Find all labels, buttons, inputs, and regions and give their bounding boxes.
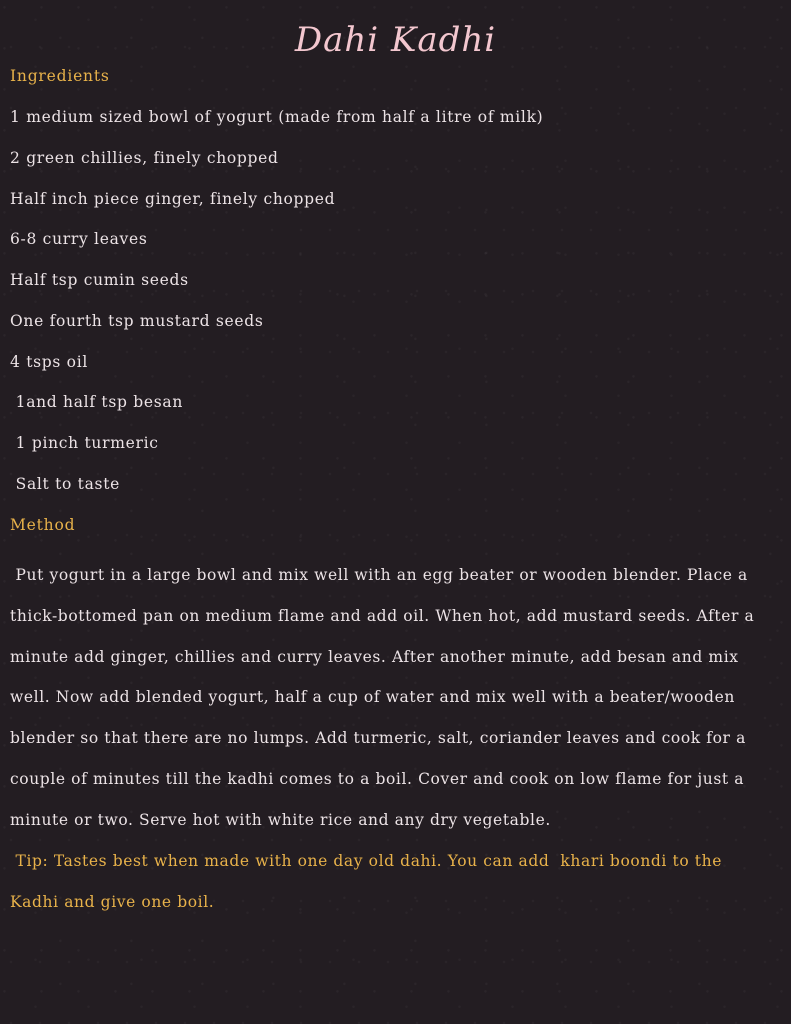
ingredient-item: 1 medium sized bowl of yogurt (made from half a litre of milk) [10, 108, 544, 126]
ingredient-item: Half inch piece ginger, finely chopped [10, 190, 336, 208]
ingredients-heading: Ingredients [10, 67, 110, 85]
ingredient-item: Salt to taste [10, 475, 121, 493]
ingredient-item: 2 green chillies, finely chopped [10, 149, 279, 167]
ingredient-item: 6-8 curry leaves [10, 230, 148, 248]
ingredient-item: 1 pinch turmeric [10, 434, 159, 452]
ingredient-item: 1and half tsp besan [10, 393, 184, 411]
method-paragraph: Put yogurt in a large bowl and mix well with an egg beater or wooden blender. Place a thick-bottomed pan on medium flame and add oil. When hot, add mustard seeds. After a minute add ginger, chillies and curry leaves. After another minute, add besan and mix well. Now add blended yogurt, half a cup of water and mix well with a beater/wooden blender so that there are no lumps. Add turmeric, salt, coriander leaves and cook for a couple of minutes till the kadhi comes to a boil. Cover and cook on low flame for just a minute or two. Serve hot with white rice and any dry vegetable. [10, 566, 760, 829]
ingredient-item: One fourth tsp mustard seeds [10, 312, 264, 330]
ingredient-item: 4 tsps oil [10, 353, 89, 371]
recipe-title: Dahi Kadhi [294, 20, 497, 60]
tip-paragraph: Tip: Tastes best when made with one day old dahi. You can add khari boondi to the Kadhi and give one boil. [10, 852, 728, 911]
ingredient-item: Half tsp cumin seeds [10, 271, 189, 289]
method-heading: Method [10, 516, 76, 534]
